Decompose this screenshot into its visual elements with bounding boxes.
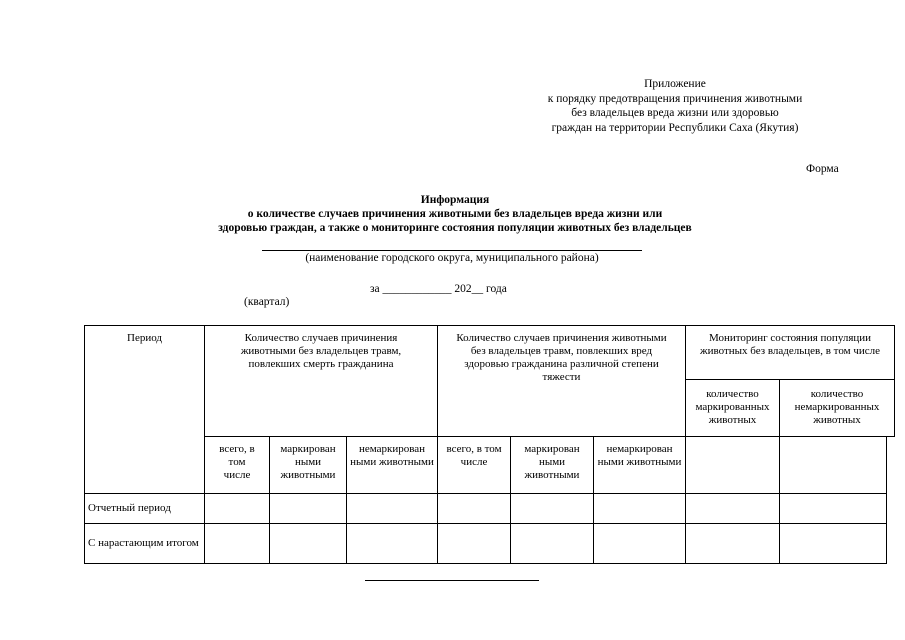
subheader-unmarked-1: немаркирован ными животными xyxy=(346,436,438,494)
table-cell[interactable] xyxy=(510,493,594,524)
header-death-group: Количество случаев причинения животными без владельцев травм, повлекших смерть гражданина xyxy=(204,325,438,437)
subheader-total-2: всего, в том числе xyxy=(437,436,511,494)
table-cell[interactable] xyxy=(685,493,780,524)
header-monitor-unmarked: количество немаркированных животных xyxy=(779,379,895,437)
subheader-total-1: всего, в том числе xyxy=(204,436,270,494)
appendix-line: Приложение xyxy=(644,78,706,90)
table-cell[interactable] xyxy=(510,523,594,564)
table-cell[interactable] xyxy=(346,493,438,524)
subheader-empty-unmarked xyxy=(779,436,887,494)
subheader-unmarked-2: немаркирован ными животными xyxy=(593,436,686,494)
table-cell[interactable] xyxy=(685,523,780,564)
subheader-marked-2: маркирован ными животными xyxy=(510,436,594,494)
table-cell[interactable] xyxy=(437,493,511,524)
table-cell[interactable] xyxy=(269,493,347,524)
table-cell[interactable] xyxy=(593,493,686,524)
municipality-name-field[interactable] xyxy=(262,250,642,251)
header-harm-group: Количество случаев причинения животными без владельцев травм, повлекших вред здоровью гражданина различной степени тяжести xyxy=(437,325,686,437)
document-title xyxy=(150,193,760,235)
quarter-caption: (квартал) xyxy=(244,296,290,308)
table-cell[interactable] xyxy=(437,523,511,564)
subheader-empty-marked xyxy=(685,436,780,494)
period-field[interactable]: за ____________ 202__ года xyxy=(370,283,507,295)
title-line: здоровью граждан, а также о мониторинге состояния популяции животных без владельцев xyxy=(218,222,692,234)
appendix-line: граждан на территории Республики Саха (Якутия) xyxy=(551,121,799,134)
appendix-line: к порядку предотвращения причинения животными xyxy=(547,92,803,105)
municipality-name-caption: (наименование городского округа, муниципального района) xyxy=(305,252,599,264)
header-monitoring-group: Мониторинг состояния популяции животных без владельцев, в том числе xyxy=(685,325,895,380)
subheader-marked-1: маркирован ными животными xyxy=(269,436,347,494)
table-cell[interactable] xyxy=(204,493,270,524)
table-cell[interactable] xyxy=(779,523,887,564)
table-cell[interactable] xyxy=(269,523,347,564)
table-cell[interactable] xyxy=(204,523,270,564)
appendix-note xyxy=(520,77,830,135)
appendix-line: без владельцев вреда жизни или здоровью xyxy=(571,107,779,119)
signature-line xyxy=(365,580,539,581)
title-line: Информация xyxy=(420,194,490,206)
table-cell[interactable] xyxy=(593,523,686,564)
table-cell[interactable] xyxy=(346,523,438,564)
header-monitor-marked: количество маркированных животных xyxy=(685,379,780,437)
table-cell[interactable] xyxy=(779,493,887,524)
row-label-reporting: Отчетный период xyxy=(84,493,205,524)
title-line: о количестве случаев причинения животными без владельцев вреда жизни или xyxy=(247,208,663,220)
row-label-cumulative: С нарастающим итогом xyxy=(84,523,205,564)
header-period: Период xyxy=(84,325,205,494)
form-label: Форма xyxy=(806,163,839,175)
